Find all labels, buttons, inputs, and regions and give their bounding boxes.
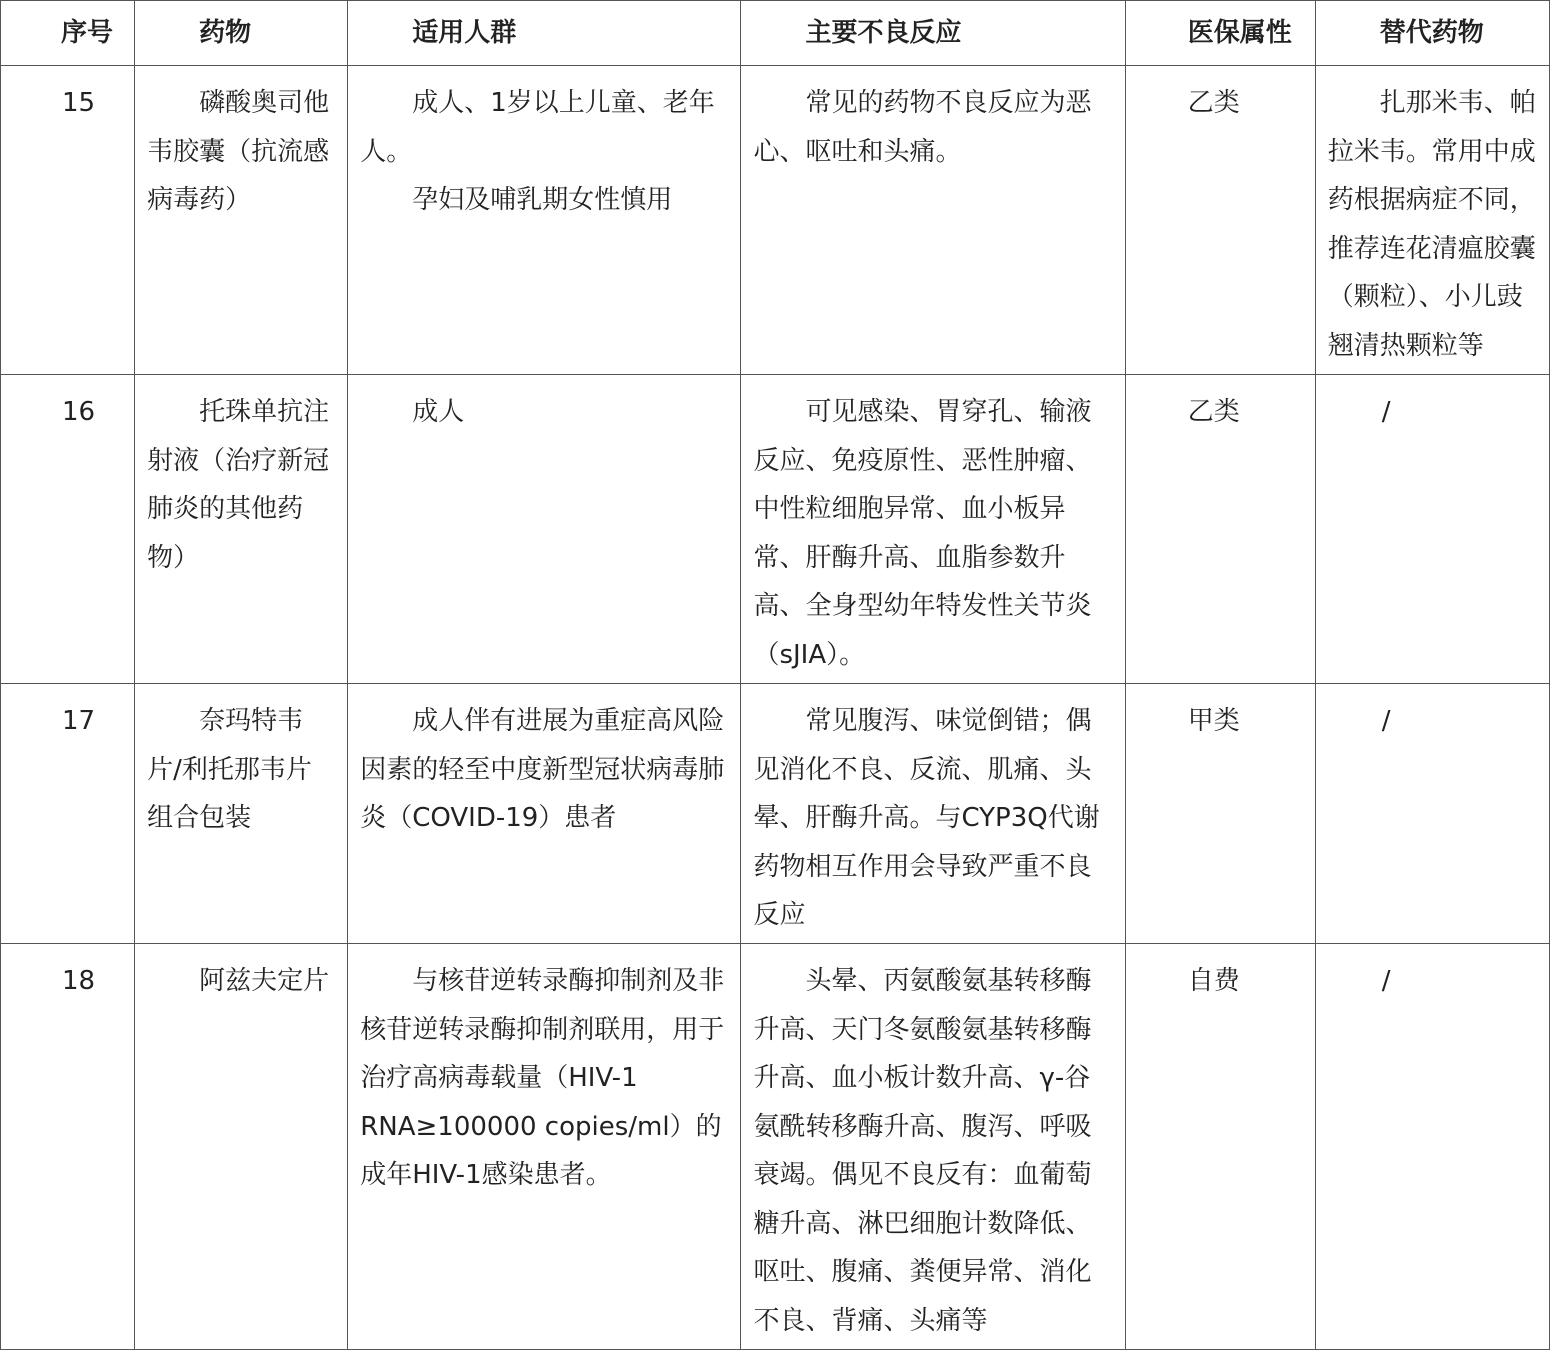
adverse-reactions: 头晕、丙氨酸氨基转移酶升高、天门冬氨酸氨基转移酶升高、血小板计数升高、γ-谷氨酰转移酶升高、腹泻、呼吸衰竭。偶见不良反有：血葡萄糖升高、淋巴细胞计数降低、呕吐、腹痛、粪便异常、消化不良、背痛、头痛等	[741, 944, 1125, 1350]
adverse-reactions: 常见腹泻、味觉倒错；偶见消化不良、反流、肌痛、头晕、肝酶升高。与CYP3Q代谢药物相互作用会导致严重不良反应	[741, 684, 1125, 944]
row-number: 17	[1, 684, 135, 944]
population-text: 成人伴有进展为重症高风险因素的轻至中度新型冠状病毒肺炎（COVID-19）患者	[360, 706, 725, 833]
table-row	[1, 66, 1550, 375]
population-cell	[348, 375, 741, 684]
header-drug: 药物	[135, 1, 348, 66]
insurance-class: 乙类	[1125, 375, 1315, 684]
drug-name: 磷酸奥司他韦胶囊（抗流感病毒药）	[135, 66, 348, 375]
table-header	[1, 1, 1550, 66]
alternative-drugs: /	[1315, 375, 1549, 684]
population-text: 与核苷逆转录酶抑制剂及非核苷逆转录酶抑制剂联用，用于治疗高病毒载量（HIV-1 RNA≥100000 copies/ml）的成年HIV-1感染患者。	[360, 966, 725, 1190]
header-insurance: 医保属性	[1125, 1, 1315, 66]
row-number: 16	[1, 375, 135, 684]
adverse-reactions: 常见的药物不良反应为恶心、呕吐和头痛。	[741, 66, 1125, 375]
drug-name: 奈玛特韦片/利托那韦片组合包装	[135, 684, 348, 944]
alternative-drugs: /	[1315, 944, 1549, 1350]
population-text: 成人	[412, 397, 465, 427]
population-cell	[348, 684, 741, 944]
adverse-reactions: 可见感染、胃穿孔、输液反应、免疫原性、恶性肿瘤、中性粒细胞异常、血小板异常、肝酶升高、血脂参数升高、全身型幼年特发性关节炎（sJIA）。	[741, 375, 1125, 684]
table-body	[1, 66, 1550, 1350]
population-cell	[348, 66, 741, 375]
row-number: 15	[1, 66, 135, 375]
population-text: 成人、1岁以上儿童、老年人。	[360, 88, 715, 167]
insurance-class: 乙类	[1125, 66, 1315, 375]
alternative-drugs: 扎那米韦、帕拉米韦。常用中成药根据病症不同，推荐连花清瘟胶囊（颗粒）、小儿豉翘清热颗粒等	[1315, 66, 1549, 375]
header-row	[1, 1, 1550, 66]
table-row	[1, 944, 1550, 1350]
insurance-class: 甲类	[1125, 684, 1315, 944]
population-text: 孕妇及哺乳期女性慎用	[412, 185, 673, 215]
population-cell	[348, 944, 741, 1350]
drug-name: 托珠单抗注射液（治疗新冠肺炎的其他药物）	[135, 375, 348, 684]
table-row	[1, 684, 1550, 944]
insurance-class: 自费	[1125, 944, 1315, 1350]
table-row	[1, 375, 1550, 684]
drug-name: 阿兹夫定片	[135, 944, 348, 1350]
header-alternative: 替代药物	[1315, 1, 1549, 66]
header-no: 序号	[1, 1, 135, 66]
header-population: 适用人群	[348, 1, 741, 66]
alternative-drugs: /	[1315, 684, 1549, 944]
row-number: 18	[1, 944, 135, 1350]
header-adverse-reactions: 主要不良反应	[741, 1, 1125, 66]
